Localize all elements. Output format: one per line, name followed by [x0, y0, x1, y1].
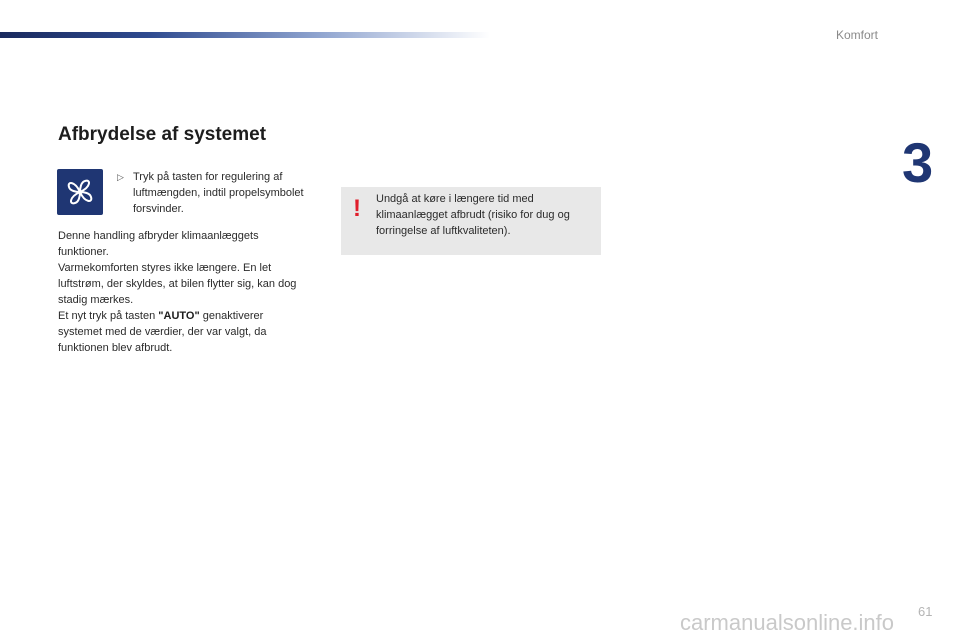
section-label: Komfort [836, 28, 879, 42]
paragraph-1: Denne handling afbryder klimaanlæggets funktioner. [58, 230, 259, 258]
chapter-number: 3 [902, 131, 932, 194]
warning-text: Undgå at køre i længere tid med klimaanlægget afbrudt (risiko for dug og forringelse af luftkvaliteten). [376, 193, 570, 237]
triangle-bullet-icon: ▷ [117, 172, 124, 182]
warning-box [341, 187, 601, 255]
header-gradient-rule [0, 32, 490, 38]
instruction-step [117, 169, 317, 217]
watermark: carmanualsonline.info [680, 610, 895, 635]
paragraph-3 [58, 308, 308, 356]
page-number: 61 [918, 604, 933, 619]
body-text [58, 228, 308, 356]
fan-icon [57, 169, 103, 215]
exclamation-icon: ! [353, 195, 361, 222]
paragraph-2: Varmekomforten styres ikke længere. En let luftstrøm, der skyldes, at bilen flytter sig, kan dog stadig mærkes. [58, 262, 297, 306]
page-title: Afbrydelse af systemet [58, 124, 267, 145]
paragraph-3-text-end: genaktiverer systemet med de værdier, der var valgt, da funktionen blev afbrudt. [58, 310, 267, 354]
step-text: Tryk på tasten for regulering af luftmængden, indtil propelsymbolet forsvinder. [133, 171, 304, 215]
paragraph-3-text-start: Et nyt tryk på tasten [58, 310, 159, 322]
auto-key-label: "AUTO" [158, 310, 200, 322]
